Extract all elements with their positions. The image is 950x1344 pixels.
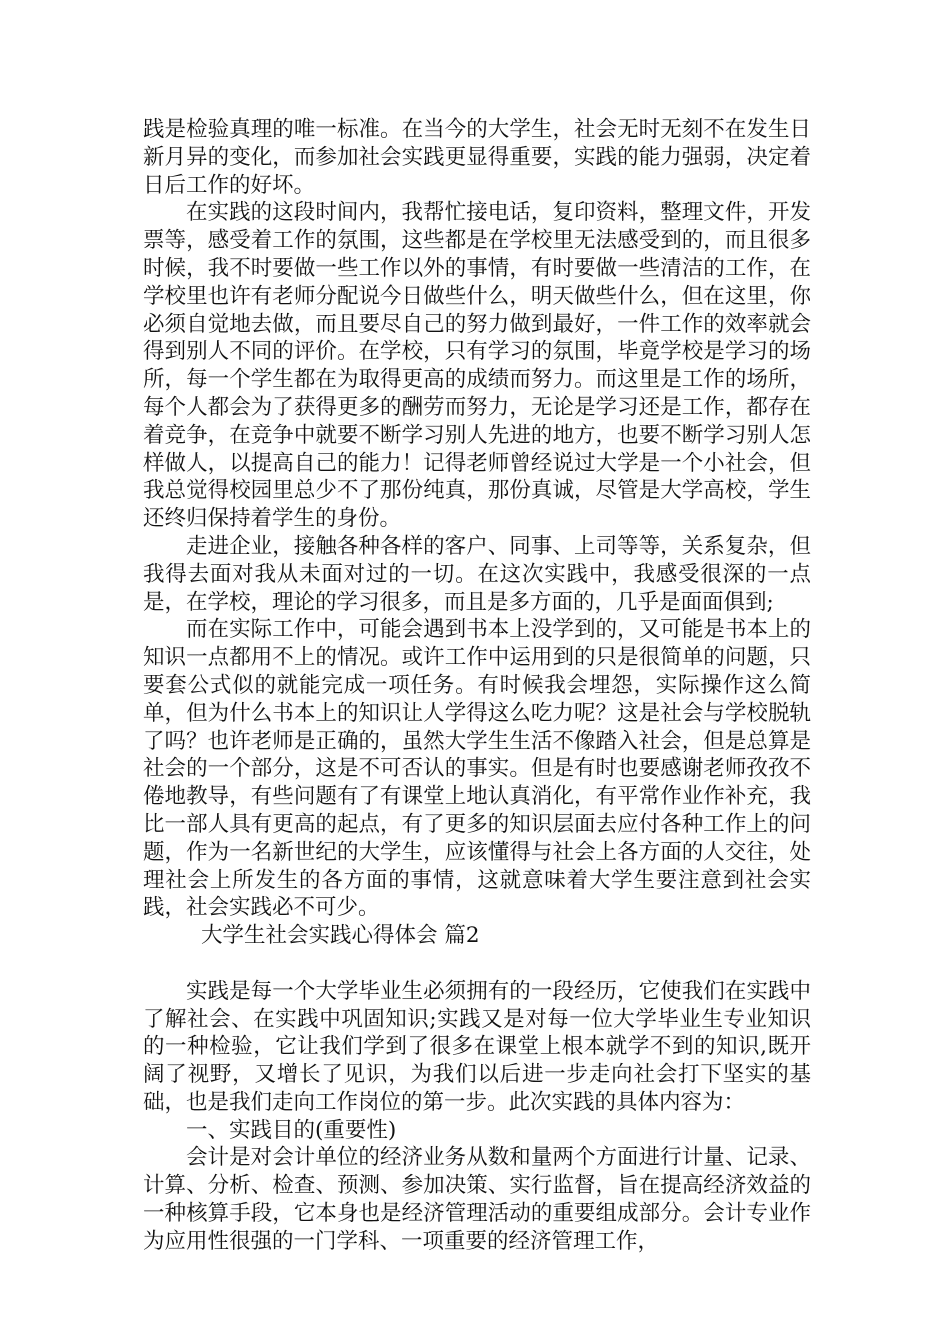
paragraph-accounting: 会计是对会计单位的经济业务从数和量两个方面进行计量、记录、计算、分析、检查、预测、参加决策、实行监督，旨在提高经济效益的一种核算手段，它本身也是经济管理活动的重要组成部分。会计专业作为应用性很强的一门学科、一项重要的经济管理工作， (143, 1145, 811, 1254)
document-body (143, 116, 811, 1256)
subheading-purpose: 一、实践目的(重要性) (186, 1117, 397, 1143)
paragraph-practice-intro: 实践是每一个大学毕业生必须拥有的一段经历，它使我们在实践中了解社会、在实践中巩固知识;实践又是对每一位大学毕业生专业知识的一种检验，它让我们学到了很多在课堂上根本就学不到的知识,既开阔了视野，又增长了见识，为我们以后进一步走向社会打下坚实的基础，也是我们走向工作岗位的第一步。此次实践的具体内容为： (143, 978, 811, 1115)
paragraph-practical-work: 而在实际工作中，可能会遇到书本上没学到的，又可能是书本上的知识一点都用不上的情况。或许工作中运用到的只是很简单的问题，只要套公式似的就能完成一项任务。有时候我会埋怨，实际操作这么简单，但为什么书本上的知识让人学得这么吃力呢？这是社会与学校脱轨了吗？也许老师是正确的，虽然大学生生活不像踏入社会，但是总算是社会的一个部分，这是不可否认的事实。但是有时也要感谢老师孜孜不倦地教导，有些问题有了有课堂上地认真消化，有平常作业作补充，我比一部人具有更高的起点，有了更多的知识层面去应付各种工作上的问题，作为一名新世纪的大学生，应该懂得与社会上各方面的人交往，处理社会上所发生的各方面的事情，这就意味着大学生要注意到社会实践，社会实践必不可少。 (143, 617, 811, 921)
paragraph-continuation: 践是检验真理的唯一标准。在当今的大学生，社会无时无刻不在发生日新月异的变化，而参加社会实践更显得重要，实践的能力强弱，决定着日后工作的好坏。 (143, 117, 811, 198)
paragraph-enterprise: 走进企业，接触各种各样的客户、同事、上司等等，关系复杂，但我得去面对我从未面对过的一切。在这次实践中，我感受很深的一点是，在学校，理论的学习很多，而且是多方面的，几乎是面面俱到; (143, 533, 811, 615)
section-title: 大学生社会实践心得体会 篇2 (201, 923, 480, 949)
blank-line (143, 950, 811, 978)
paragraph-work-experience: 在实践的这段时间内，我帮忙接电话，复印资料，整理文件，开发票等，感受着工作的氛围，这些都是在学校里无法感受到的，而且很多时候，我不时要做一些工作以外的事情，有时要做一些清洁的工作，在学校里也许有老师分配说今日做些什么，明天做些什么，但在这里，你必须自觉地去做，而且要尽自己的努力做到最好，一件工作的效率就会得到别人不同的评价。在学校，只有学习的氛围，毕竟学校是学习的场所，每一个学生都在为取得更高的成绩而努力。而这里是工作的场所，每个人都会为了获得更多的酬劳而努力，无论是学习还是工作，都存在着竞争，在竞争中就要不断学习别人先进的地方，也要不断学习别人怎样做人，以提高自己的能力！记得老师曾经说过大学是一个小社会，但我总觉得校园里总少不了那份纯真，那份真诚，尽管是大学高校，学生还终归保持着学生的身份。 (143, 200, 811, 532)
